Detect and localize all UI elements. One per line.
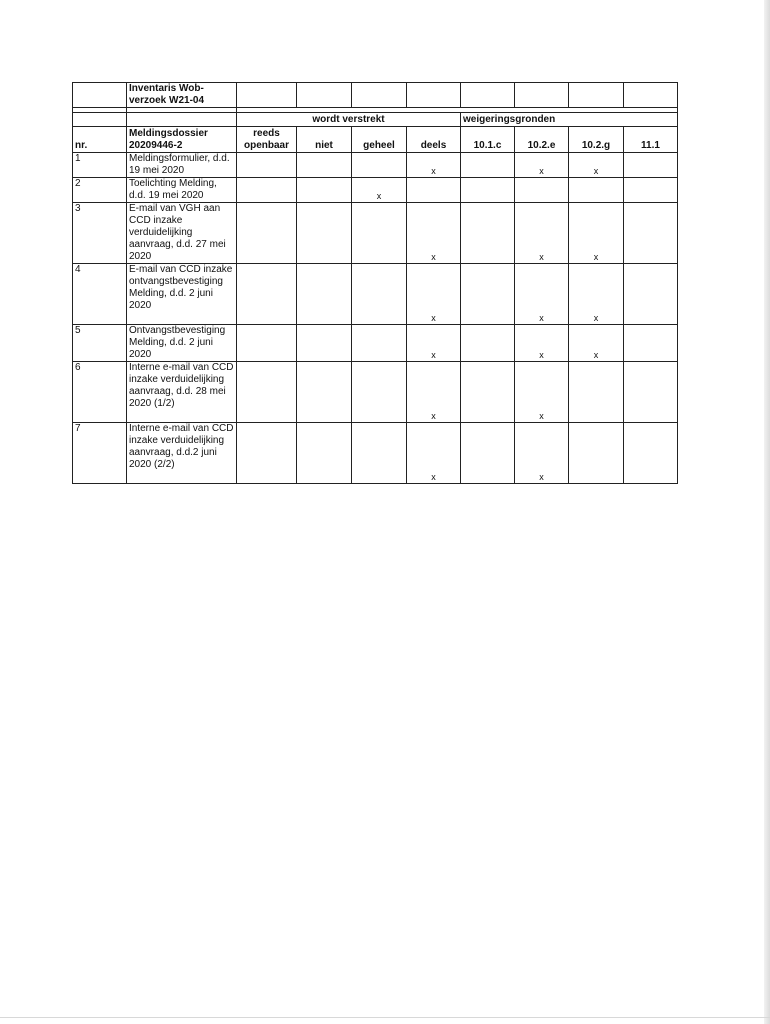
- column-header-row: [73, 127, 678, 153]
- cell-10-2-g: x: [569, 264, 624, 325]
- cell-geheel: [352, 423, 407, 484]
- col-11-1-header: 11.1: [624, 127, 678, 153]
- cell-10-2-e: x: [515, 423, 569, 484]
- cell-geheel: [352, 362, 407, 423]
- cell-10-1-c: [461, 362, 515, 423]
- cell-deels: x: [407, 153, 461, 178]
- row-nr: 1: [73, 153, 127, 178]
- row-nr: 3: [73, 203, 127, 264]
- inventory-table: [72, 82, 678, 484]
- table-row: [73, 203, 678, 264]
- table-row: [73, 325, 678, 362]
- cell-deels: x: [407, 203, 461, 264]
- row-description: E-mail van VGH aan CCD inzake verduidelijking aanvraag, d.d. 27 mei 2020: [127, 203, 237, 264]
- group-header-row: [73, 113, 678, 127]
- scan-page-edge: [764, 0, 770, 1024]
- cell-11-1: [624, 325, 678, 362]
- cell-deels: x: [407, 362, 461, 423]
- table-row: [73, 423, 678, 484]
- cell-deels: x: [407, 423, 461, 484]
- cell-10-2-e: x: [515, 153, 569, 178]
- cell-10-2-e: x: [515, 264, 569, 325]
- row-description: Toelichting Melding, d.d. 19 mei 2020: [127, 178, 237, 203]
- cell-10-2-g: x: [569, 203, 624, 264]
- cell-geheel: [352, 203, 407, 264]
- table-row: [73, 264, 678, 325]
- cell-niet: [297, 178, 352, 203]
- cell-11-1: [624, 264, 678, 325]
- col-10-2-e-header: 10.2.e: [515, 127, 569, 153]
- cell-11-1: [624, 178, 678, 203]
- cell-niet: [297, 362, 352, 423]
- cell-deels: x: [407, 325, 461, 362]
- cell-niet: [297, 264, 352, 325]
- cell-geheel: [352, 325, 407, 362]
- row-nr: 6: [73, 362, 127, 423]
- cell-11-1: [624, 203, 678, 264]
- col-10-2-g-header: 10.2.g: [569, 127, 624, 153]
- cell-niet: [297, 423, 352, 484]
- col-10-1-c-header: 10.1.c: [461, 127, 515, 153]
- row-description: E-mail van CCD inzake ontvangstbevestiging Melding, d.d. 2 juni 2020: [127, 264, 237, 325]
- cell-reeds-openbaar: [237, 203, 297, 264]
- blank-cell: [73, 83, 127, 108]
- cell-reeds-openbaar: [237, 362, 297, 423]
- cell-10-1-c: [461, 423, 515, 484]
- cell-reeds-openbaar: [237, 178, 297, 203]
- cell-reeds-openbaar: [237, 423, 297, 484]
- cell-reeds-openbaar: [237, 325, 297, 362]
- cell-10-1-c: [461, 153, 515, 178]
- table-row: [73, 153, 678, 178]
- inventory-title: Inventaris Wob-verzoek W21-04: [127, 83, 237, 108]
- cell-11-1: [624, 153, 678, 178]
- row-description: Ontvangstbevestiging Melding, d.d. 2 juni 2020: [127, 325, 237, 362]
- cell-niet: [297, 203, 352, 264]
- row-nr: 4: [73, 264, 127, 325]
- col-deels-header: deels: [407, 127, 461, 153]
- cell-10-1-c: [461, 203, 515, 264]
- col-dossier-header: Meldingsdossier 20209446-2: [127, 127, 237, 153]
- col-reeds-openbaar-header: reeds openbaar: [237, 127, 297, 153]
- cell-10-2-e: x: [515, 203, 569, 264]
- title-row: [73, 83, 678, 108]
- cell-10-2-g: x: [569, 153, 624, 178]
- row-nr: 5: [73, 325, 127, 362]
- cell-reeds-openbaar: [237, 264, 297, 325]
- wordt-verstrekt-header: wordt verstrekt: [237, 113, 461, 127]
- row-description: Interne e-mail van CCD inzake verduidelijking aanvraag, d.d.2 juni 2020 (2/2): [127, 423, 237, 484]
- row-nr: 7: [73, 423, 127, 484]
- cell-geheel: [352, 264, 407, 325]
- cell-niet: [297, 153, 352, 178]
- cell-10-2-e: x: [515, 362, 569, 423]
- cell-10-1-c: [461, 178, 515, 203]
- cell-10-2-g: [569, 362, 624, 423]
- cell-10-2-e: x: [515, 325, 569, 362]
- table-row: [73, 178, 678, 203]
- scan-bottom-edge: [0, 1017, 770, 1018]
- cell-11-1: [624, 362, 678, 423]
- cell-10-2-g: [569, 423, 624, 484]
- cell-deels: x: [407, 264, 461, 325]
- cell-niet: [297, 325, 352, 362]
- cell-10-2-g: x: [569, 325, 624, 362]
- cell-11-1: [624, 423, 678, 484]
- cell-reeds-openbaar: [237, 153, 297, 178]
- row-description: Meldingsformulier, d.d. 19 mei 2020: [127, 153, 237, 178]
- cell-10-2-e: [515, 178, 569, 203]
- cell-10-1-c: [461, 325, 515, 362]
- cell-10-1-c: [461, 264, 515, 325]
- cell-geheel: x: [352, 178, 407, 203]
- weigeringsgronden-header: weigeringsgronden: [461, 113, 678, 127]
- col-geheel-header: geheel: [352, 127, 407, 153]
- cell-deels: [407, 178, 461, 203]
- col-nr-header: nr.: [73, 127, 127, 153]
- cell-10-2-g: [569, 178, 624, 203]
- row-description: Interne e-mail van CCD inzake verduidelijking aanvraag, d.d. 28 mei 2020 (1/2): [127, 362, 237, 423]
- row-nr: 2: [73, 178, 127, 203]
- col-niet-header: niet: [297, 127, 352, 153]
- table-row: [73, 362, 678, 423]
- cell-geheel: [352, 153, 407, 178]
